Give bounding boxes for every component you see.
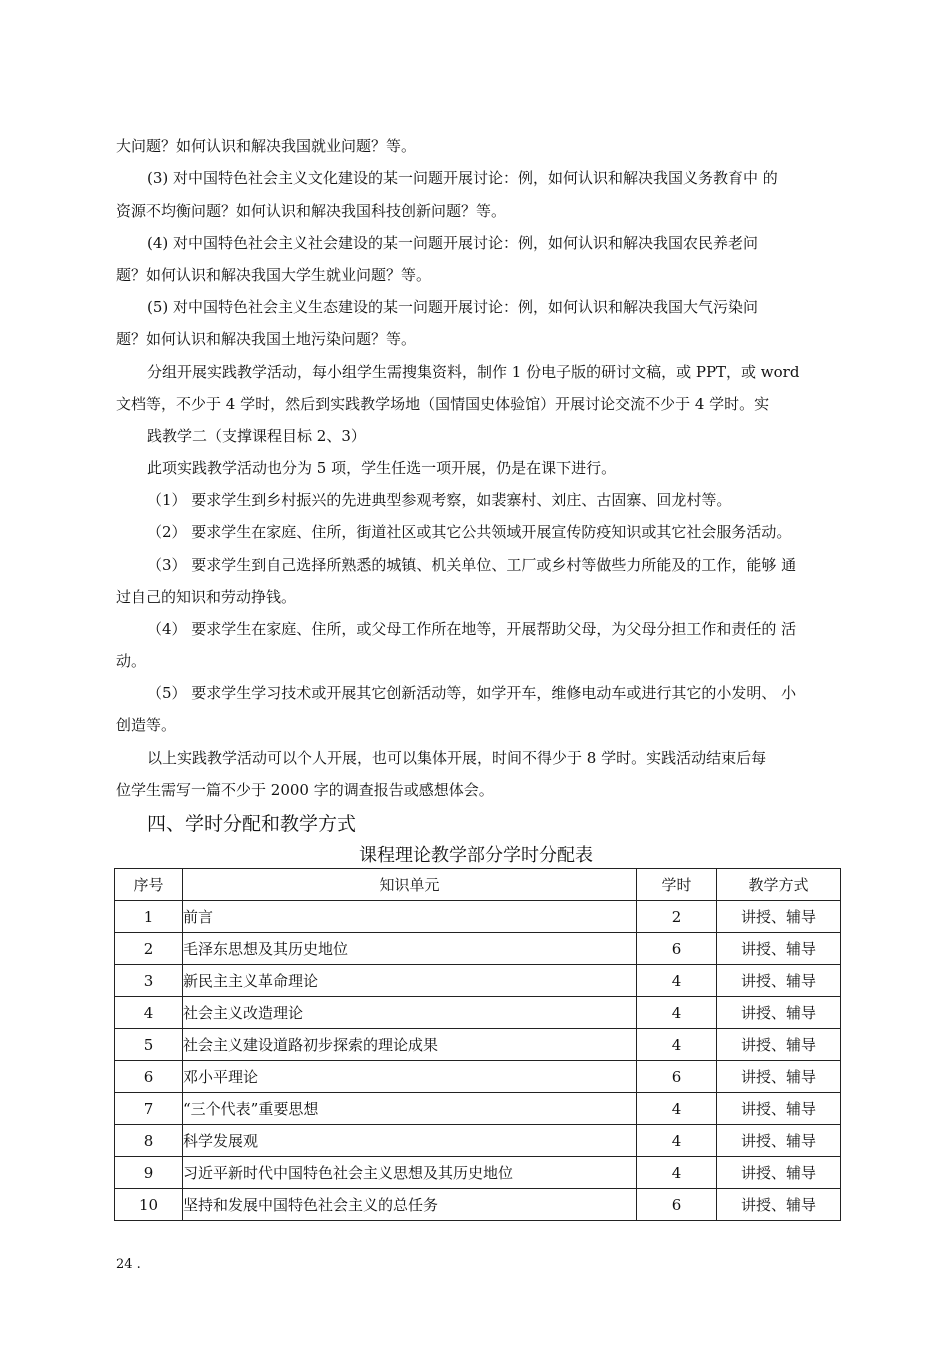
body-line-21: 位学生需写一篇不少于 2000 字的调查报告或感想体会。 — [116, 781, 494, 799]
body-line-9: 文档等，不少于 4 学时，然后到实践教学场地（国情国史体验馆）开展讨论交流不少于 4 学时。实 — [116, 395, 770, 413]
body-line-11: 此项实践教学活动也分为 5 项，学生任选一项开展，仍是在课下进行。 — [147, 459, 617, 477]
cell-hours: 4 — [637, 997, 717, 1029]
cell-unit: 毛泽东思想及其历史地位 — [183, 933, 637, 965]
cell-index: 9 — [115, 1157, 183, 1189]
body-line-1: 大问题？如何认识和解决我国就业问题？等。 — [116, 137, 417, 155]
table-row — [115, 933, 841, 965]
body-line-15: 过自己的知识和劳动挣钱。 — [116, 588, 297, 606]
body-line-16: （4） 要求学生在家庭、住所，或父母工作所在地等，开展帮助父母，为父母分担工作和责任的 活 — [147, 620, 797, 638]
cell-index: 8 — [115, 1125, 183, 1157]
body-line-14: （3） 要求学生到自己选择所熟悉的城镇、机关单位、工厂或乡村等做些力所能及的工作，能够 通 — [147, 556, 797, 574]
cell-hours: 4 — [637, 1125, 717, 1157]
body-line-18: （5） 要求学生学习技术或开展其它创新活动等，如学开车，维修电动车或进行其它的小发明、 小 — [147, 684, 797, 702]
body-line-5: 题？如何认识和解决我国大学生就业问题？等。 — [116, 266, 432, 284]
cell-hours: 4 — [637, 965, 717, 997]
header-hours: 学时 — [637, 869, 717, 901]
cell-method: 讲授、辅导 — [717, 1029, 841, 1061]
cell-unit: 邓小平理论 — [183, 1061, 637, 1093]
cell-unit: 科学发展观 — [183, 1125, 637, 1157]
cell-method: 讲授、辅导 — [717, 1189, 841, 1221]
table-header-row — [115, 869, 841, 901]
cell-hours: 6 — [637, 933, 717, 965]
cell-index: 3 — [115, 965, 183, 997]
header-index: 序号 — [115, 869, 183, 901]
cell-method: 讲授、辅导 — [717, 901, 841, 933]
body-line-4: (4) 对中国特色社会主义社会建设的某一问题开展讨论：例，如何认识和解决我国农民养老问 — [147, 234, 759, 252]
table-row — [115, 1061, 841, 1093]
cell-index: 5 — [115, 1029, 183, 1061]
cell-hours: 4 — [637, 1093, 717, 1125]
table-row — [115, 901, 841, 933]
body-line-20: 以上实践教学活动可以个人开展，也可以集体开展，时间不得少于 8 学时。实践活动结束后每 — [147, 749, 767, 767]
cell-hours: 2 — [637, 901, 717, 933]
section-heading: 四、学时分配和教学方式 — [147, 813, 357, 835]
cell-method: 讲授、辅导 — [717, 965, 841, 997]
body-line-2: (3) 对中国特色社会主义文化建设的某一问题开展讨论：例，如何认识和解决我国义务教育中 的 — [147, 169, 778, 187]
body-line-10: 践教学二（支撑课程目标 2、3） — [147, 427, 366, 445]
table-row — [115, 965, 841, 997]
header-method: 教学方式 — [717, 869, 841, 901]
cell-method: 讲授、辅导 — [717, 1093, 841, 1125]
cell-index: 6 — [115, 1061, 183, 1093]
cell-method: 讲授、辅导 — [717, 1157, 841, 1189]
cell-unit: 习近平新时代中国特色社会主义思想及其历史地位 — [183, 1157, 637, 1189]
table-row — [115, 1125, 841, 1157]
cell-hours: 4 — [637, 1157, 717, 1189]
cell-hours: 4 — [637, 1029, 717, 1061]
page-number: 24 . — [116, 1257, 141, 1272]
body-line-13: （2） 要求学生在家庭、住所，街道社区或其它公共领域开展宣传防疫知识或其它社会服务活动。 — [147, 523, 792, 541]
cell-method: 讲授、辅导 — [717, 1061, 841, 1093]
body-line-17: 动。 — [116, 652, 147, 670]
table-row — [115, 997, 841, 1029]
cell-method: 讲授、辅导 — [717, 997, 841, 1029]
cell-unit: 坚持和发展中国特色社会主义的总任务 — [183, 1189, 637, 1221]
cell-hours: 6 — [637, 1061, 717, 1093]
cell-unit: 新民主主义革命理论 — [183, 965, 637, 997]
hours-table — [114, 868, 841, 1221]
header-unit: 知识单元 — [183, 869, 637, 901]
cell-index: 7 — [115, 1093, 183, 1125]
body-line-12: （1） 要求学生到乡村振兴的先进典型参观考察，如裴寨村、刘庄、古固寨、回龙村等。 — [147, 491, 732, 509]
cell-method: 讲授、辅导 — [717, 933, 841, 965]
cell-unit: “三个代表”重要思想 — [183, 1093, 637, 1125]
body-line-19: 创造等。 — [116, 716, 177, 734]
cell-unit: 社会主义改造理论 — [183, 997, 637, 1029]
cell-index: 4 — [115, 997, 183, 1029]
cell-method: 讲授、辅导 — [717, 1125, 841, 1157]
body-line-7: 题？如何认识和解决我国土地污染问题？等。 — [116, 330, 417, 348]
body-line-3: 资源不均衡问题？如何认识和解决我国科技创新问题？等。 — [116, 202, 507, 220]
cell-unit: 前言 — [183, 901, 637, 933]
cell-hours: 6 — [637, 1189, 717, 1221]
table-caption: 课程理论教学部分学时分配表 — [359, 845, 593, 866]
table-row — [115, 1029, 841, 1061]
cell-index: 10 — [115, 1189, 183, 1221]
cell-unit: 社会主义建设道路初步探索的理论成果 — [183, 1029, 637, 1061]
cell-index: 1 — [115, 901, 183, 933]
body-line-8: 分组开展实践教学活动，每小组学生需搜集资料，制作 1 份电子版的研讨文稿，或 PPT，或 word — [147, 363, 800, 381]
body-line-6: (5) 对中国特色社会主义生态建设的某一问题开展讨论：例，如何认识和解决我国大气污染问 — [147, 298, 759, 316]
table-row — [115, 1093, 841, 1125]
cell-index: 2 — [115, 933, 183, 965]
table-row — [115, 1189, 841, 1221]
table-row — [115, 1157, 841, 1189]
